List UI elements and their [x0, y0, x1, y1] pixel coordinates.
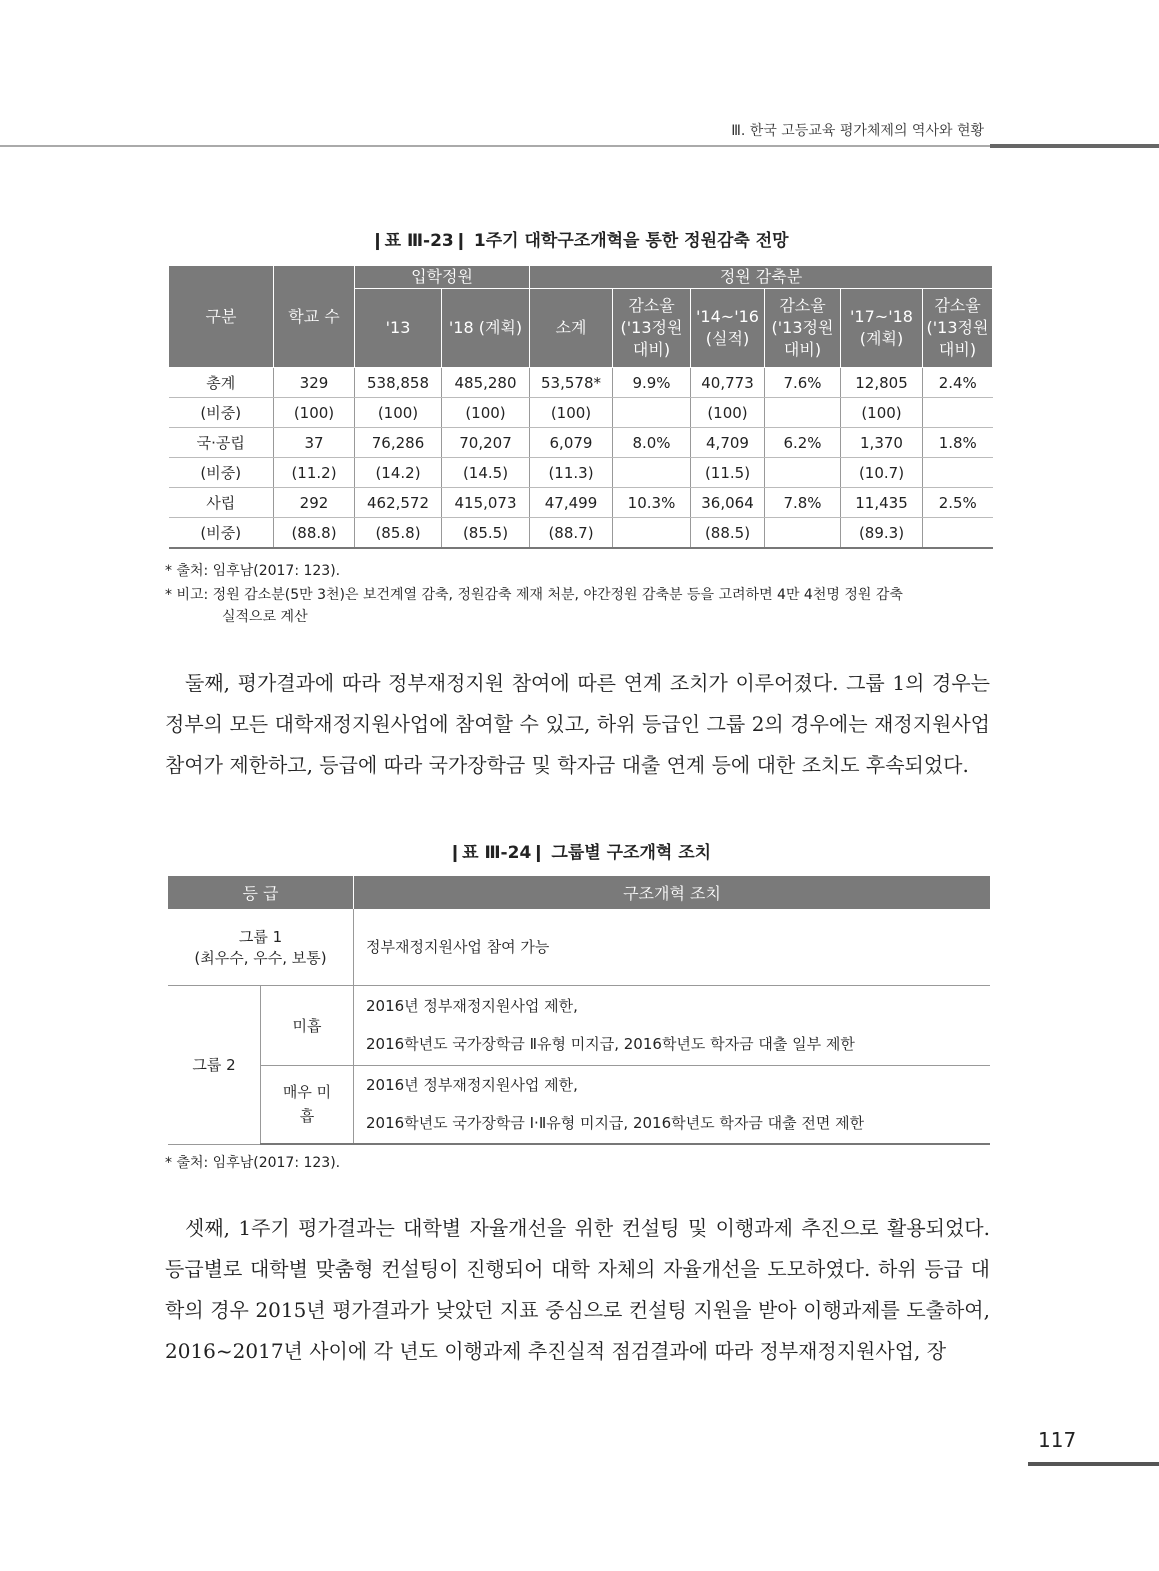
- header-rule-accent: [990, 144, 1159, 148]
- table-cell: (85.8): [355, 518, 442, 549]
- table-cell: 47,499: [530, 488, 613, 518]
- table-cell: [765, 518, 841, 549]
- table-cell: (100): [691, 398, 765, 428]
- group2a-label: 미흡: [260, 985, 353, 1065]
- table-cell: (88.7): [530, 518, 613, 549]
- table1-enrollment-reduction: [168, 265, 993, 549]
- table-cell: 329: [274, 368, 355, 398]
- table-cell: (100): [530, 398, 613, 428]
- table-cell: (11.3): [530, 458, 613, 488]
- table-cell: 총계: [169, 368, 274, 398]
- th-y18: '18 (계획): [442, 289, 530, 368]
- table-cell: (100): [442, 398, 530, 428]
- table-cell: 37: [274, 428, 355, 458]
- table-cell: 538,858: [355, 368, 442, 398]
- measure-line: 2016년 정부재정지원사업 제한,: [366, 997, 578, 1015]
- th-admission: 입학정원: [355, 266, 530, 289]
- measure-line: 2016년 정부재정지원사업 제한,: [366, 1076, 578, 1095]
- paragraph-3: 셋째, 1주기 평가결과는 대학별 자율개선을 위한 컨설팅 및 이행과제 추진으로 활용되었다. 등급별로 대학별 맞춤형 컨설팅이 진행되어 대학 자체의 자율개선을 도모하였다. 하위 등급 대학의 경우 2015년 평가결과가 낮았던 지표 중심으로 컨설팅 지원을 받아 이행과제를 도출하여, 2016~2017년 사이에 각 년도 이행과제 추진실적 점검결과에 따라 정부재정지원사업, 장: [165, 1216, 990, 1363]
- table-cell: (85.5): [442, 518, 530, 549]
- table1-remark-cont: 실적으로 계산: [222, 609, 308, 625]
- table1-source: * 출처: 임후남(2017: 123).: [165, 563, 341, 579]
- table-row: [169, 458, 993, 488]
- table2-group-measures: [168, 876, 990, 1145]
- table-cell: (14.2): [355, 458, 442, 488]
- table-cell: (비중): [169, 518, 274, 549]
- table-row: [169, 368, 993, 398]
- table-cell: 12,805: [841, 368, 923, 398]
- th-rate: 감소율 ('13정원 대비): [765, 289, 841, 368]
- table1-caption: ❙표 Ⅲ-23❙ 1주기 대학구조개혁을 통한 정원감축 전망: [370, 231, 789, 251]
- table-cell: (10.7): [841, 458, 923, 488]
- group1-sub: (최우수, 우수, 보통): [194, 948, 327, 967]
- table-cell: (88.8): [274, 518, 355, 549]
- table1-remark: * 비고: 정원 감소분(5만 3천)은 보건계열 감축, 정원감축 제재 처분, 야간정원 감축분 등을 고려하면 4만 4천명 정원 감축: [165, 587, 903, 603]
- table-cell: [923, 518, 993, 549]
- group1-measure: 정부재정지원사업 참여 가능: [354, 909, 991, 985]
- group2b-label: 매우 미흡: [260, 1065, 353, 1144]
- table-cell: (비중): [169, 458, 274, 488]
- header-rule: [0, 145, 990, 147]
- th-category: 구분: [169, 266, 274, 368]
- table-cell: [613, 398, 691, 428]
- group2-label: 그룹 2: [168, 985, 260, 1144]
- table-cell: (100): [355, 398, 442, 428]
- table-cell: (89.3): [841, 518, 923, 549]
- table-cell: [923, 398, 993, 428]
- table-cell: [613, 458, 691, 488]
- table-cell: 6.2%: [765, 428, 841, 458]
- table-cell: 415,073: [442, 488, 530, 518]
- table-cell: 1,370: [841, 428, 923, 458]
- th-measure: 구조개혁 조치: [354, 876, 991, 909]
- group2a-measure: [354, 985, 991, 1065]
- table-cell: 2.5%: [923, 488, 993, 518]
- table-cell: (88.5): [691, 518, 765, 549]
- table-cell: (비중): [169, 398, 274, 428]
- group2b-measure: [354, 1065, 991, 1144]
- table2-caption: ❙표 Ⅲ-24❙ 그룹별 구조개혁 조치: [447, 843, 712, 863]
- table-cell: 9.9%: [613, 368, 691, 398]
- table-cell: 292: [274, 488, 355, 518]
- group1-cell: [168, 909, 354, 985]
- th-y13: '13: [355, 289, 442, 368]
- measure-line: 2016학년도 국가장학금 Ⅱ유형 미지급, 2016학년도 학자금 대출 일부 제한: [366, 1035, 855, 1053]
- table-cell: (100): [274, 398, 355, 428]
- table-row: [169, 518, 993, 549]
- measure-line: 2016학년도 국가장학금 Ⅰ·Ⅱ유형 미지급, 2016학년도 학자금 대출 전면 제한: [366, 1114, 865, 1133]
- table-cell: 53,578*: [530, 368, 613, 398]
- th-rate: 감소율 ('13정원 대비): [613, 289, 691, 368]
- table-cell: 36,064: [691, 488, 765, 518]
- table-cell: (14.5): [442, 458, 530, 488]
- table-cell: 485,280: [442, 368, 530, 398]
- table-cell: 40,773: [691, 368, 765, 398]
- th-y1416: '14~'16 (실적): [691, 289, 765, 368]
- table-cell: (11.2): [274, 458, 355, 488]
- table-cell: 6,079: [530, 428, 613, 458]
- table-cell: [923, 458, 993, 488]
- th-y1718: '17~'18 (계획): [841, 289, 923, 368]
- table2-source: * 출처: 임후남(2017: 123).: [165, 1155, 341, 1171]
- table-cell: 8.0%: [613, 428, 691, 458]
- table-cell: (11.5): [691, 458, 765, 488]
- table-cell: 1.8%: [923, 428, 993, 458]
- table-cell: 7.8%: [765, 488, 841, 518]
- table-cell: 2.4%: [923, 368, 993, 398]
- th-schools: 학교 수: [274, 266, 355, 368]
- table-cell: [613, 518, 691, 549]
- th-grade: 등 급: [168, 876, 354, 909]
- table-cell: 70,207: [442, 428, 530, 458]
- th-reduction: 정원 감축분: [530, 266, 993, 289]
- th-subtotal: 소계: [530, 289, 613, 368]
- table-cell: [765, 458, 841, 488]
- page-number: 117: [1038, 1428, 1077, 1452]
- table-cell: [765, 398, 841, 428]
- table-cell: (100): [841, 398, 923, 428]
- table-row: [169, 428, 993, 458]
- paragraph-2: 둘째, 평가결과에 따라 정부재정지원 참여에 따른 연계 조치가 이루어졌다. 그룹 1의 경우는 정부의 모든 대학재정지원사업에 참여할 수 있고, 하위 등급인 그룹 2의 경우에는 재정지원사업 참여가 제한하고, 등급에 따라 국가장학금 및 학자금 대출 연계 등에 대한 조치도 후속되었다.: [165, 671, 990, 777]
- group1-label: 그룹 1: [238, 927, 283, 946]
- table-cell: 11,435: [841, 488, 923, 518]
- table-cell: 국·공립: [169, 428, 274, 458]
- table-cell: 4,709: [691, 428, 765, 458]
- table-cell: 76,286: [355, 428, 442, 458]
- th-rate: 감소율 ('13정원 대비): [923, 289, 993, 368]
- running-header: Ⅲ. 한국 고등교육 평가체제의 역사와 현황: [731, 123, 984, 139]
- table-cell: 462,572: [355, 488, 442, 518]
- table-cell: 7.6%: [765, 368, 841, 398]
- page-number-bar: [1028, 1462, 1159, 1466]
- table-cell: 사립: [169, 488, 274, 518]
- table-cell: 10.3%: [613, 488, 691, 518]
- table-row: [169, 488, 993, 518]
- table-row: [169, 398, 993, 428]
